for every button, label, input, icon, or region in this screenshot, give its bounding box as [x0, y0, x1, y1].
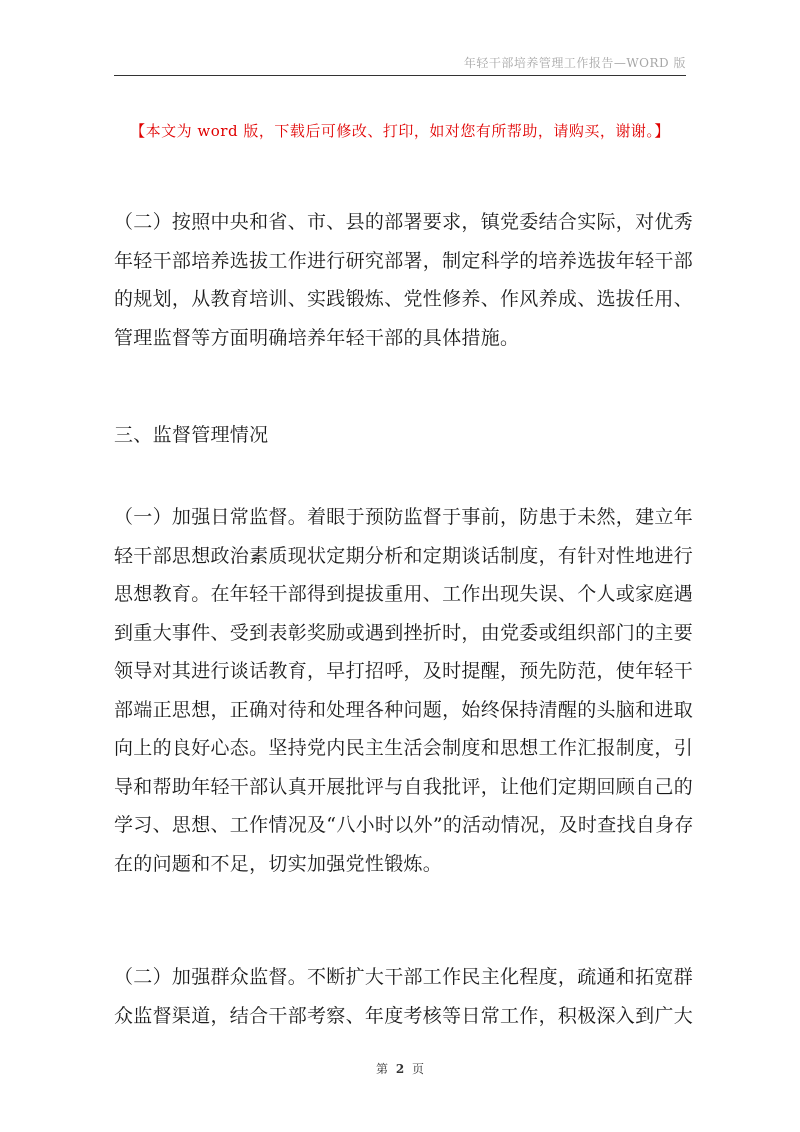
text-line: 众监督渠道，结合干部考察、年度考核等日常工作，积极深入到广大: [114, 1004, 694, 1027]
page-header-title: 年轻干部培养管理工作报告—WORD 版: [463, 56, 686, 70]
text-line: 到重大事件、受到表彰奖励或遇到挫折时，由党委或组织部门的主要: [114, 621, 694, 644]
section-heading: 三、监督管理情况: [114, 424, 269, 446]
text-line: 学习、思想、工作情况及“八小时以外”的活动情况，及时查找自身存: [114, 814, 694, 836]
page-label-prefix: 第: [375, 1062, 388, 1076]
purchase-notice: 【本文为 word 版，下载后可修改、打印，如对您有所帮助，请购买，谢谢。】: [130, 122, 670, 140]
text-line: 领导对其进行谈话教育，早打招呼，及时提醒，预先防范，使年轻干: [114, 660, 694, 682]
text-line: 管理监督等方面明确培养年轻干部的具体措施。: [114, 326, 520, 349]
text-line: 在的问题和不足，切实加强党性锻炼。: [114, 852, 443, 875]
text-line: 向上的良好心态。坚持党内民主生活会制度和思想工作汇报制度，引: [114, 737, 694, 759]
text-line: 轻干部思想政治素质现状定期分析和定期谈话制度，有针对性地进行: [114, 544, 694, 567]
page-label-suffix: 页: [412, 1062, 425, 1076]
text-line: （二）按照中央和省、市、县的部署要求，镇党委结合实际，对优秀: [114, 211, 694, 233]
text-line: 年轻干部培养选拔工作进行研究部署，制定科学的培养选拔年轻干部: [114, 249, 694, 272]
text-line: 导和帮助年轻干部认真开展批评与自我批评，让他们定期回顾自己的: [114, 775, 694, 798]
text-line: （一）加强日常监督。着眼于预防监督于事前，防患于未然，建立年: [114, 506, 694, 528]
paragraph-public-supervision: [114, 958, 694, 1035]
section-heading-supervision: [114, 416, 689, 455]
header-divider: [114, 75, 686, 76]
text-line: （二）加强群众监督。不断扩大干部工作民主化程度，疏通和拓宽群: [114, 966, 694, 988]
paragraph-daily-supervision: [114, 498, 694, 883]
text-line: 思想教育。在年轻干部得到提拔重用、工作出现失误、个人或家庭遇: [114, 583, 694, 605]
page-number: 2: [395, 1062, 405, 1076]
text-line: 部端正思想，正确对待和处理各种问题，始终保持清醒的头脑和进取: [114, 698, 694, 721]
page-footer: [0, 1060, 800, 1077]
paragraph-organization-planning: [114, 203, 694, 357]
text-line: 的规划，从教育培训、实践锻炼、党性修养、作风养成、选拔任用、: [114, 288, 694, 310]
